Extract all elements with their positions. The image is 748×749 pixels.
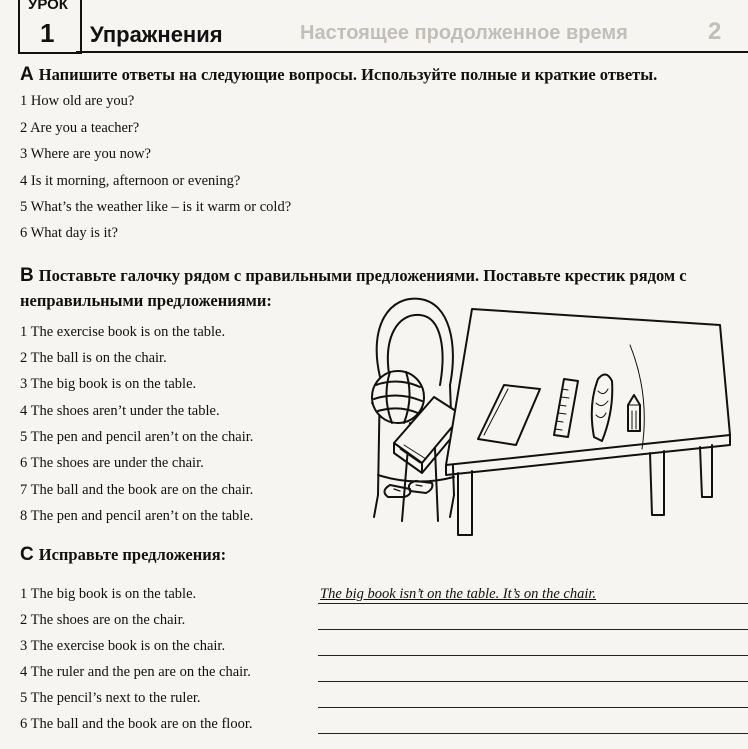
section-b-item-8: 8 The pen and pencil aren’t on the table.	[20, 508, 254, 524]
section-c-item-6: 6 The ball and the book are on the floor.	[20, 716, 253, 732]
section-b-item-1: 1 The exercise book is on the table.	[20, 324, 226, 340]
section-b-item-7: 7 The ball and the book are on the chair.	[20, 482, 254, 498]
section-b-instruction-1: Поставьте галочку рядом с правильными предложениями. Поставьте крестик рядом с	[38, 266, 687, 285]
lesson-number: 1	[40, 18, 55, 48]
section-c-item-2: 2 The shoes are on the chair.	[20, 612, 186, 628]
answer-line-1[interactable]	[318, 603, 748, 604]
section-c-item-1: 1 The big book is on the table.	[20, 586, 197, 602]
title-divider	[76, 51, 748, 53]
answer-line-2[interactable]	[318, 629, 748, 630]
section-c-item-4: 4 The ruler and the pen are on the chair.	[20, 664, 251, 680]
ghost-page-number: 2	[708, 18, 722, 45]
answer-line-3[interactable]	[318, 655, 748, 656]
section-c-item-5: 5 The pencil’s next to the ruler.	[20, 690, 201, 706]
section-b-instruction-2: неправильными предложениями:	[20, 291, 272, 310]
section-b-item-4: 4 The shoes aren’t under the table.	[20, 403, 220, 419]
section-a-item-2: 2 Are you a teacher?	[20, 120, 140, 136]
answer-line-6[interactable]	[318, 733, 748, 734]
shoes-drawing	[384, 481, 432, 497]
section-c-item-3: 3 The exercise book is on the chair.	[20, 638, 226, 654]
section-b-item-6: 6 The shoes are under the chair.	[20, 455, 204, 471]
lesson-box	[18, 0, 82, 54]
section-c-letter: C	[20, 544, 34, 565]
page-title: Упражнения	[90, 22, 223, 47]
section-b-item-2: 2 The ball is on the chair.	[20, 350, 167, 366]
section-a-item-4: 4 Is it morning, afternoon or evening?	[20, 173, 241, 189]
table-chair-illustration	[350, 285, 740, 545]
section-c-heading	[20, 543, 226, 566]
answer-line-4[interactable]	[318, 681, 748, 682]
section-c-instruction: Исправьте предложения:	[38, 545, 227, 564]
ball-drawing	[372, 371, 424, 423]
section-a-instruction: Напишите ответы на следующие вопросы. Используйте полные и краткие ответы.	[38, 65, 658, 84]
section-a-item-3: 3 Where are you now?	[20, 146, 151, 162]
pencil-drawing	[628, 395, 640, 431]
section-c-example-answer: The big book isn’t on the table. It’s on the chair.	[320, 586, 597, 602]
section-b-letter: B	[20, 265, 34, 286]
section-b-item-3: 3 The big book is on the table.	[20, 376, 197, 392]
section-a-item-6: 6 What day is it?	[20, 225, 118, 241]
section-a-heading	[20, 63, 657, 86]
ghost-title: Настоящее продолженное время	[300, 22, 628, 44]
section-b-item-5: 5 The pen and pencil aren’t on the chair.	[20, 429, 254, 445]
section-b-heading	[20, 264, 687, 287]
section-a-item-1: 1 How old are you?	[20, 93, 135, 109]
section-a-item-5: 5 What’s the weather like – is it warm or cold?	[20, 199, 292, 215]
answer-line-5[interactable]	[318, 707, 748, 708]
section-a-letter: A	[20, 64, 34, 85]
lesson-label: УРОК	[28, 0, 68, 13]
